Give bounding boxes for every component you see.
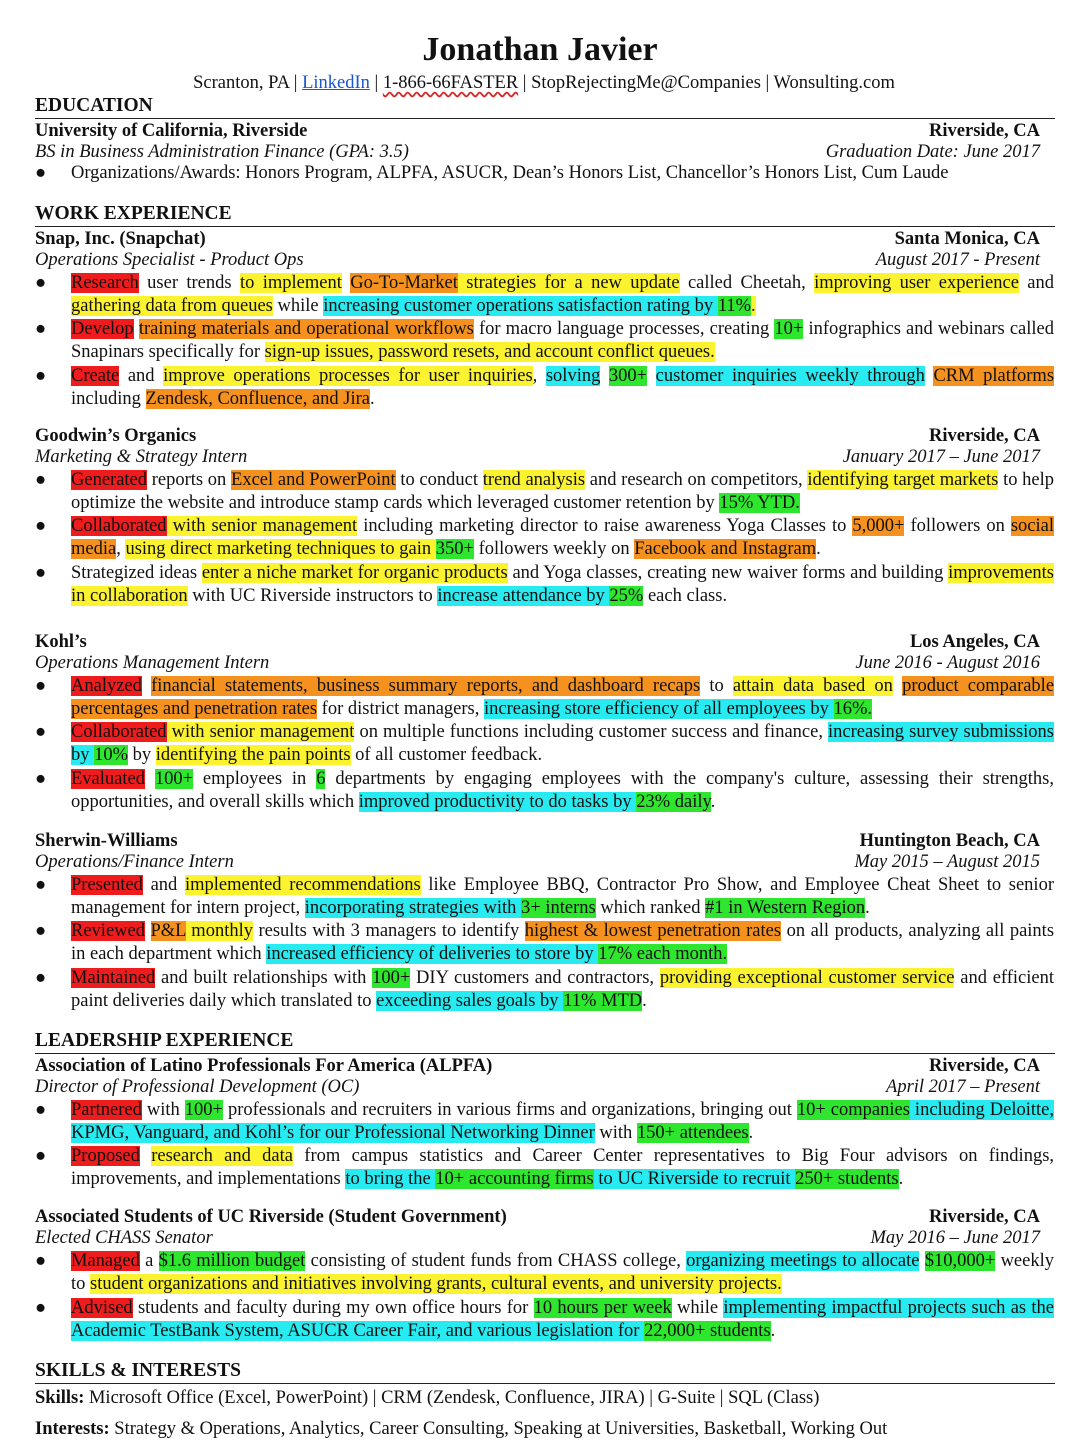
bullet-dot: ● — [35, 319, 47, 339]
text-run: by — [128, 745, 156, 766]
text-run: , — [116, 539, 126, 560]
bullet-text — [71, 1099, 1054, 1146]
text-run: and Yoga classes, creating new waiver forms and building — [507, 563, 949, 583]
highlight-cyan: improved productivity to do tasks by — [358, 792, 637, 813]
highlight-yellow: with senior management — [166, 516, 358, 536]
bullet-text — [71, 515, 1054, 562]
highlight-green: 16%. — [833, 699, 873, 720]
highlight-yellow: identifying target markets — [807, 470, 999, 490]
highlight-yellow: trend analysis — [482, 470, 586, 490]
skills-line — [35, 1387, 1055, 1409]
highlight-green: 250+ students — [795, 1169, 899, 1190]
highlight-orange: financial statements, business summary reports, and dashboard recaps — [151, 676, 701, 696]
highlight-orange: Excel and PowerPoint — [231, 470, 396, 490]
company-name: Goodwin’s Organics — [35, 426, 197, 446]
text-run: each class. — [643, 586, 728, 607]
job-dates: May 2015 – August 2015 — [854, 852, 1040, 872]
job-location: Santa Monica, CA — [894, 229, 1040, 249]
highlight-green: 10+ companies — [796, 1100, 910, 1120]
highlight-red: Managed — [71, 1251, 140, 1271]
text-run: which ranked — [595, 898, 706, 919]
job-title: Operations Management Intern — [35, 653, 270, 673]
text-run — [893, 676, 902, 696]
text-run: . — [710, 792, 716, 813]
education-degree-row — [35, 141, 1040, 163]
company-name: Snap, Inc. (Snapchat) — [35, 229, 206, 249]
highlight-green: 350+ — [435, 539, 474, 560]
text-run: including — [71, 389, 146, 410]
text-run: , — [532, 366, 546, 386]
highlight-green: 6 — [316, 769, 326, 789]
highlight-red: Research — [71, 273, 139, 293]
bullet-dot: ● — [35, 769, 47, 789]
text-run: infographics and webinars called Snapinars specifically for — [71, 319, 1055, 363]
highlight-yellow: improvements in collaboration — [71, 563, 1054, 607]
bullet-dot: ● — [35, 1251, 47, 1271]
company-name: Sherwin-Williams — [35, 831, 178, 851]
bullet-dot: ● — [35, 875, 47, 895]
bullet-text — [71, 272, 1054, 319]
text-run: of all customer feedback. — [350, 745, 543, 766]
text-run: and — [119, 366, 164, 386]
separator: | — [369, 73, 383, 93]
text-run: for macro language processes, creating — [473, 319, 775, 339]
highlight-yellow: monthly — [185, 921, 253, 941]
highlight-cyan: organizing meetings to allocate — [686, 1251, 920, 1271]
highlight-green: 10% — [94, 745, 129, 766]
text-run: and — [142, 875, 185, 895]
text-run: on multiple functions including customer success and finance, — [354, 722, 829, 742]
highlight-orange: P&L — [150, 921, 186, 941]
highlight-red: Collaborated — [71, 722, 167, 742]
text-run: user trends — [138, 273, 240, 293]
highlight-green: #1 in Western Region — [705, 898, 866, 919]
highlight-orange: training materials and operational workflows — [138, 319, 474, 339]
job-header-sherwin — [35, 830, 1040, 852]
job-title-row — [35, 446, 1040, 468]
highlight-green: 15% YTD. — [719, 493, 800, 514]
company-name: Kohl’s — [35, 632, 87, 652]
text-run: . — [865, 898, 870, 919]
highlight-green: $1.6 million budget — [158, 1251, 306, 1271]
highlight-orange: Zendesk, Confluence, and Jira — [145, 389, 371, 410]
highlight-yellow: improving user experience — [814, 273, 1019, 293]
bullet-text — [71, 318, 1054, 365]
highlight-cyan: increasing store efficiency of all employees by — [484, 699, 834, 720]
separator: | — [760, 73, 774, 93]
highlight-cyan: increasing survey submissions by — [71, 722, 1054, 766]
highlight-yellow: attain data based on — [732, 676, 893, 696]
highlight-green: 22,000+ students — [644, 1321, 771, 1342]
job-dates: January 2017 – June 2017 — [842, 447, 1040, 467]
text-run — [600, 366, 609, 386]
text-run: from campus statistics and Career Center representatives to Big Four advisors on findings, improvements, and implementations — [71, 1146, 1055, 1190]
bullet-text — [71, 1297, 1054, 1344]
bullet-dot: ● — [35, 676, 47, 696]
highlight-yellow: enter a niche market for organic products — [201, 563, 508, 583]
highlight-cyan: to bring the — [345, 1169, 436, 1190]
bullet-text — [71, 721, 1054, 768]
highlight-cyan: increasing customer operations satisfaction rating by — [323, 296, 718, 317]
highlight-cyan: increase attendance by — [437, 586, 610, 607]
text-run: with — [141, 1100, 185, 1120]
highlight-red: Analyzed — [71, 676, 142, 696]
education-school-row — [35, 120, 1040, 142]
text-run: while — [272, 296, 324, 317]
org-location: Riverside, CA — [929, 1207, 1040, 1227]
text-run: . — [642, 991, 647, 1012]
highlight-orange: highest & lowest penetration rates — [524, 921, 782, 941]
bullet-dot: ● — [35, 722, 47, 742]
degree: BS in Business Administration Finance (GPA: 3.5) — [35, 142, 409, 162]
bullet-dot: ● — [35, 163, 47, 183]
job-location: Huntington Beach, CA — [859, 831, 1040, 851]
bullet-dot: ● — [35, 1146, 47, 1166]
text-run: reports on — [147, 470, 232, 490]
bullet-dot: ● — [35, 968, 47, 988]
highlight-orange: social media — [71, 516, 1054, 560]
highlight-green: 100+ — [372, 968, 411, 988]
text-run: a — [139, 1251, 159, 1271]
interests-text: Strategy & Operations, Analytics, Career Consulting, Speaking at Universities, Basketball, Working Out — [109, 1419, 888, 1439]
highlight-cyan: implementing impactful projects such as the Academic TestBank System, ASUCR Career Fair, and various legislation for — [71, 1298, 1054, 1342]
interests-line — [35, 1418, 1055, 1440]
highlight-yellow: student organizations and initiatives involving grants, cultural events, and university projects. — [90, 1274, 782, 1295]
highlight-cyan: incorporating strategies with — [304, 898, 522, 919]
bullet-text — [71, 874, 1054, 921]
section-heading-work: WORK EXPERIENCE — [35, 203, 1055, 227]
highlight-red: Generated — [71, 470, 148, 490]
job-location: Riverside, CA — [929, 426, 1040, 446]
highlight-green: 150+ attendees — [636, 1123, 749, 1144]
highlight-orange: CRM platforms — [933, 366, 1055, 386]
highlight-green: 23% daily — [636, 792, 711, 813]
contact-phone: 1-866-66FASTER — [382, 73, 519, 93]
role-header-alpfa — [35, 1055, 1040, 1077]
text-run: departments by engaging employees with the company's culture, assessing their strengths, opportunities, and overall skills which — [71, 769, 1054, 813]
highlight-red: Maintained — [71, 968, 156, 988]
text-run: . — [748, 1123, 754, 1144]
highlight-green: 100+ — [184, 1100, 223, 1120]
text-run: while — [671, 1298, 724, 1318]
job-header-goodwin — [35, 425, 1040, 447]
highlight-orange: Go-To-Market — [350, 273, 458, 293]
separator: | — [518, 73, 532, 93]
highlight-cyan: exceeding sales goals by — [376, 991, 564, 1012]
highlight-green: 17% each month. — [598, 944, 728, 965]
highlight-yellow: sign-up issues, password resets, and account conflict queues. — [264, 342, 715, 363]
text-run — [140, 1146, 151, 1166]
highlight-green: 10+ — [774, 319, 804, 339]
awards-text: Organizations/Awards: Honors Program, ALPFA, ASUCR, Dean’s Honors List, Chancellor’s Honors List, Cum Laude — [71, 163, 949, 183]
bullet-text — [71, 675, 1054, 722]
text-run: called Cheetah, — [679, 273, 815, 293]
job-header-kohls — [35, 631, 1040, 653]
contact-website: Wonsulting.com — [773, 73, 895, 93]
org-location: Riverside, CA — [929, 1056, 1040, 1076]
text-run — [647, 366, 656, 386]
role-title-row — [35, 1227, 1040, 1249]
school-name: University of California, Riverside — [35, 121, 308, 141]
role-title-row — [35, 1076, 1040, 1098]
highlight-yellow: gathering data from queues — [71, 296, 273, 317]
text-run: DIY customers and contractors, — [410, 968, 660, 988]
bullet-text — [71, 967, 1054, 1014]
job-title: Operations Specialist - Product Ops — [35, 250, 304, 270]
text-run: to help optimize the website and introduce stamp cards which leveraged customer retention by — [71, 470, 1055, 514]
contact-email: StopRejectingMe@Companies — [531, 73, 761, 93]
highlight-cyan: customer inquiries weekly through — [655, 366, 925, 386]
section-heading-leadership: LEADERSHIP EXPERIENCE — [35, 1030, 1055, 1054]
highlight-green: 11% — [717, 296, 752, 317]
job-dates: August 2017 - Present — [875, 250, 1040, 270]
highlight-green: 11% MTD — [563, 991, 643, 1012]
bullet-dot: ● — [35, 516, 47, 536]
contact-city: Scranton, PA — [193, 73, 290, 93]
text-run: results with 3 managers to identify — [252, 921, 525, 941]
highlight-orange: product comparable percentages and penetration rates — [71, 676, 1055, 720]
text-run: to conduct — [395, 470, 483, 490]
highlight-green: 300+ — [608, 366, 648, 386]
highlight-cyan: increased efficiency of deliveries to store by — [266, 944, 599, 965]
role-header-asucr — [35, 1206, 1040, 1228]
role-title: Director of Professional Development (OC) — [35, 1077, 360, 1097]
highlight-green: 100+ — [154, 769, 194, 789]
highlight-green: $10,000+ — [924, 1251, 996, 1271]
highlight-red: Reviewed — [71, 921, 145, 941]
text-run: consisting of student funds from CHASS college, — [305, 1251, 687, 1271]
text-run: to — [700, 676, 733, 696]
highlight-cyan: solving — [545, 366, 601, 386]
highlight-yellow: using direct marketing techniques to gain — [125, 539, 436, 560]
job-dates: June 2016 - August 2016 — [855, 653, 1040, 673]
section-heading-education: EDUCATION — [35, 95, 1055, 119]
text-run — [919, 1251, 924, 1271]
text-run: Strategized ideas — [71, 563, 202, 583]
job-title-row — [35, 652, 1040, 674]
highlight-red: Develop — [71, 319, 134, 339]
bullet-text — [71, 365, 1054, 412]
highlight-yellow: with senior management — [166, 722, 355, 742]
candidate-name: Jonathan Javier — [422, 31, 658, 68]
highlight-red: Advised — [71, 1298, 133, 1318]
bullet-dot: ● — [35, 1298, 47, 1318]
highlight-green: 10+ accounting firms — [435, 1169, 594, 1190]
text-run: followers on — [904, 516, 1011, 536]
highlight-yellow: to implement — [239, 273, 342, 293]
text-run: . — [898, 1169, 904, 1190]
bullet-dot: ● — [35, 563, 47, 583]
text-run: . — [770, 1321, 776, 1342]
highlight-yellow: providing exceptional customer service — [659, 968, 955, 988]
org-name: Association of Latino Professionals For America (ALPFA) — [35, 1056, 493, 1076]
bullet-dot: ● — [35, 470, 47, 490]
bullet-text — [71, 562, 1054, 609]
section-heading-skills: SKILLS & INTERESTS — [35, 1360, 1055, 1384]
text-run: . — [370, 389, 375, 410]
highlight-orange: 5,000+ — [852, 516, 905, 536]
text-run — [145, 921, 151, 941]
highlight-yellow: strategies for a new update — [457, 273, 680, 293]
job-title-row — [35, 851, 1040, 873]
highlight-yellow: . — [751, 296, 756, 317]
role-dates: April 2017 – Present — [886, 1077, 1040, 1097]
text-run: and efficient paint deliveries daily which translated to — [71, 968, 1054, 1012]
job-location: Los Angeles, CA — [909, 632, 1040, 652]
bullet-text — [71, 469, 1054, 516]
highlight-green: 10 hours per week — [533, 1298, 672, 1318]
highlight-cyan: including Deloitte, KPMG, Vanguard, and Kohl’s for our Professional Networking Dinner — [71, 1100, 1055, 1144]
highlight-yellow: improve operations processes for user inquiries — [163, 366, 533, 386]
highlight-orange: Facebook and Instagram — [634, 539, 817, 560]
role-dates: May 2016 – June 2017 — [870, 1228, 1040, 1248]
highlight-cyan: to UC Riverside to recruit — [593, 1169, 796, 1190]
text-run: like Employee BBQ, Contractor Pro Show, and Employee Cheat Sheet to senior management for intern project, — [71, 875, 1054, 919]
text-run — [142, 676, 151, 696]
graduation-date: Graduation Date: June 2017 — [825, 142, 1040, 162]
bullet-dot: ● — [35, 273, 47, 293]
text-run: followers weekly on — [473, 539, 635, 560]
bullet-dot: ● — [35, 1100, 47, 1120]
text-run: for district managers, — [317, 699, 484, 720]
text-run: and — [1018, 273, 1055, 293]
separator: | — [289, 73, 303, 93]
job-title-row — [35, 249, 1040, 271]
highlight-red: Collaborated — [71, 516, 167, 536]
highlight-yellow: implemented recommendations — [184, 875, 421, 895]
text-run: weekly to — [71, 1251, 1054, 1295]
role-title: Elected CHASS Senator — [35, 1228, 213, 1248]
org-name: Associated Students of UC Riverside (Student Government) — [35, 1207, 507, 1227]
text-run: on all products, analyzing all paints in each department which — [71, 921, 1055, 965]
text-run: employees in — [193, 769, 317, 789]
skills-label: Skills: — [35, 1388, 85, 1408]
text-run: with UC Riverside instructors to — [187, 586, 438, 607]
highlight-red: Create — [71, 366, 120, 386]
highlight-yellow: research and data — [151, 1146, 293, 1166]
highlight-red: Proposed — [71, 1146, 140, 1166]
text-run: and built relationships with — [155, 968, 373, 988]
text-run — [145, 769, 155, 789]
bullet-text — [71, 1145, 1054, 1192]
bullet-text — [71, 920, 1054, 967]
text-run: . — [816, 539, 821, 560]
bullet-dot: ● — [35, 921, 47, 941]
highlight-red: Partnered — [71, 1100, 142, 1120]
school-location: Riverside, CA — [929, 121, 1040, 141]
job-title: Operations/Finance Intern — [35, 852, 234, 872]
highlight-green: 25% — [609, 586, 644, 607]
bullet-text — [71, 1250, 1054, 1297]
highlight-red: Presented — [71, 875, 143, 895]
interests-label: Interests: — [35, 1419, 110, 1439]
text-run: with — [594, 1123, 637, 1144]
job-header-snap — [35, 228, 1040, 250]
bullet-dot: ● — [35, 366, 47, 386]
bullet-text — [71, 768, 1054, 815]
highlight-green: 3+ interns — [521, 898, 596, 919]
skills-text: Microsoft Office (Excel, PowerPoint) | CRM (Zendesk, Confluence, JIRA) | G-Suite | SQL (Class) — [84, 1388, 820, 1408]
text-run: students and faculty during my own office hours for — [132, 1298, 534, 1318]
highlight-yellow: identifying the pain points — [155, 745, 351, 766]
text-run: professionals and recruiters in various firms and organizations, bringing out — [222, 1100, 797, 1120]
linkedin-link[interactable]: LinkedIn — [302, 73, 370, 93]
text-run: and research on competitors, — [585, 470, 808, 490]
text-run: including marketing director to raise awareness Yoga Classes to — [357, 516, 853, 536]
highlight-red: Evaluated — [71, 769, 145, 789]
job-title: Marketing & Strategy Intern — [35, 447, 248, 467]
contact-line — [0, 72, 1080, 94]
